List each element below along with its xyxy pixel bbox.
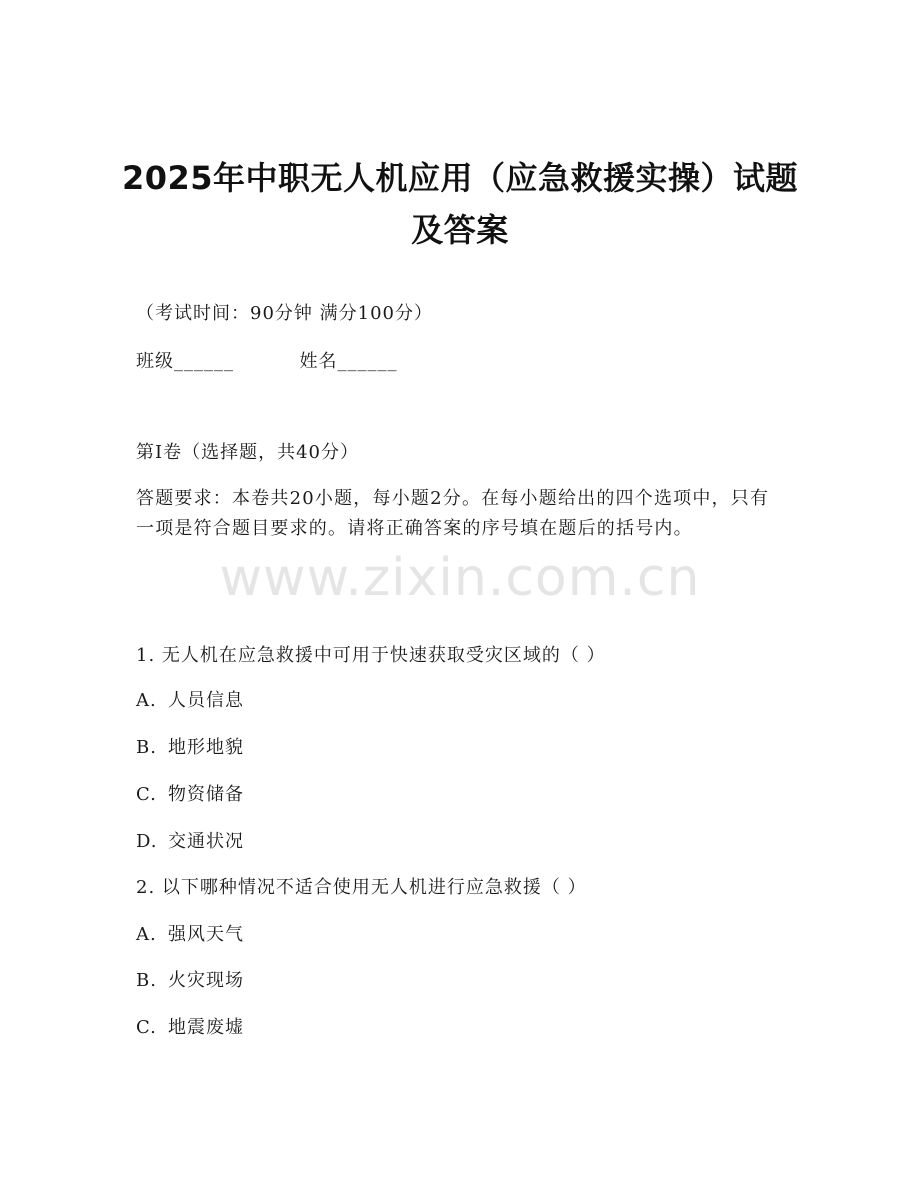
section-heading: 第I卷（选择题，共40分） (136, 442, 360, 463)
option-letter: B. (136, 737, 157, 758)
answer-option (136, 830, 244, 854)
option-letter: D. (136, 831, 158, 852)
answer-option (136, 783, 244, 807)
student-info-row (136, 350, 397, 374)
instructions-paragraph: 答题要求：本卷共20小题，每小题2分。在每小题给出的四个选项中，只有一项是符合题目要求的。请将正确答案的序号填在题后的括号内。 (136, 488, 770, 539)
answer-option (136, 1016, 244, 1040)
option-letter: C. (136, 1017, 157, 1038)
option-text: 地形地貌 (168, 737, 244, 758)
option-text: 强风天气 (168, 924, 244, 945)
option-text: 地震废墟 (168, 1017, 244, 1038)
name-field-label: 姓名______ (299, 351, 398, 372)
answer-option (136, 969, 244, 993)
option-letter: A. (136, 690, 157, 711)
class-field-label: 班级______ (136, 351, 234, 372)
document-title: 2025年中职无人机应用（应急救援实操）试题及答案 (121, 159, 799, 249)
option-letter: C. (136, 784, 157, 805)
option-text: 火灾现场 (168, 970, 244, 991)
exam-info: （考试时间：90分钟 满分100分） (136, 303, 433, 324)
option-text: 物资储备 (168, 784, 244, 805)
option-text: 人员信息 (168, 690, 244, 711)
option-text: 交通状况 (168, 831, 244, 852)
option-letter: B. (136, 970, 157, 991)
answer-option (136, 689, 244, 713)
watermark: www.zixin.com.cn (219, 548, 701, 608)
question-stem: 1. 无人机在应急救援中可用于快速获取受灾区域的（ ） (136, 645, 606, 666)
answer-option (136, 923, 244, 947)
question-stem: 2. 以下哪种情况不适合使用无人机进行应急救援（ ） (136, 877, 587, 898)
option-letter: A. (136, 924, 157, 945)
answer-option (136, 736, 244, 760)
